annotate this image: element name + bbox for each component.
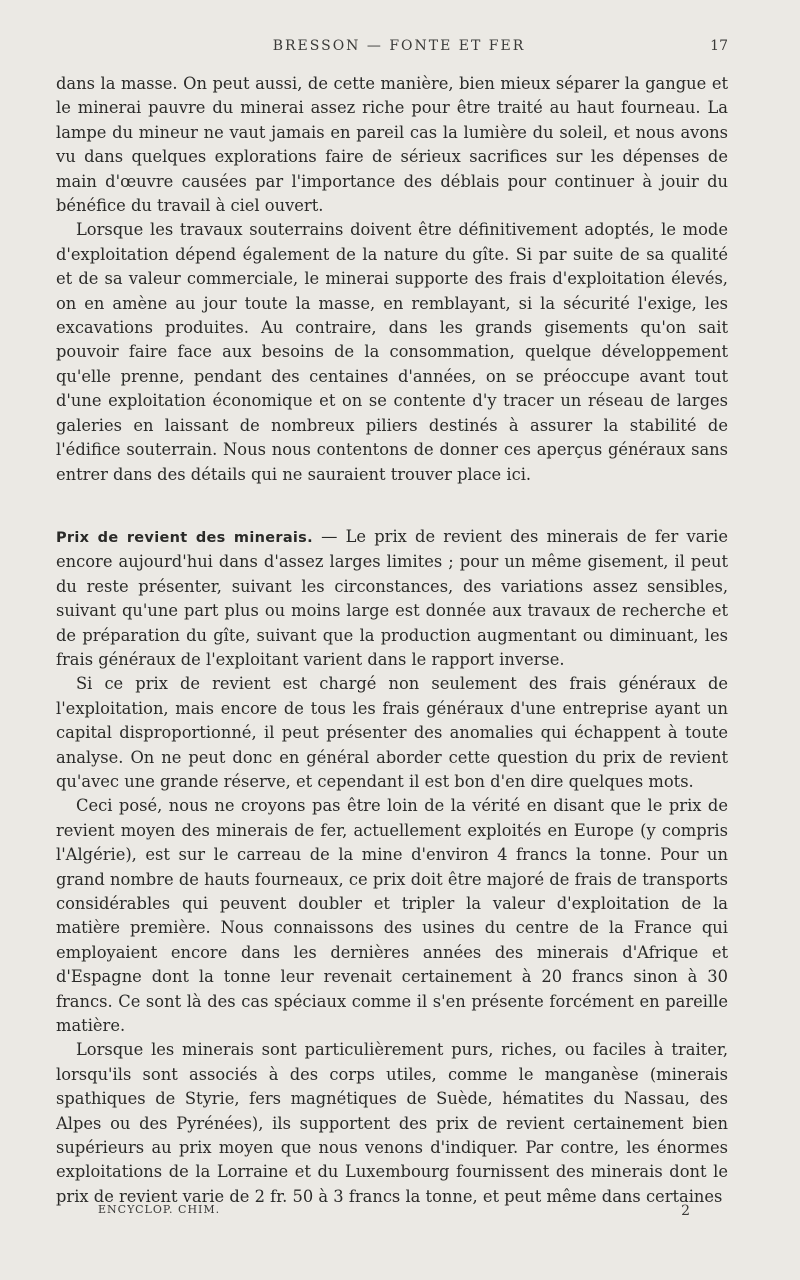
- paragraph-6: Lorsque les minerais sont particulièrement purs, riches, ou faciles à traiter, lorsqu'ils sont associés à des corps utiles, comme le manganèse (minerais spathiques de Styrie, fers magnétiques de Suède, hématites du Nassau, des Alpes ou des Pyrénées), ils supportent des prix de revient certainement bien supérieurs au prix moyen que nous venons d'indiquer. Par contre, les énormes exploitations de la Lorraine et du Luxembourg fournissent des minerais dont le prix de revient varie de 2 fr. 50 à 3 francs la tonne, et peut même dans certaines: [56, 1040, 728, 1206]
- body-text: [56, 72, 728, 1209]
- running-head: BRESSON — FONTE ET FER: [272, 38, 526, 54]
- printer-signature: ENCYCLOP. CHIM.: [98, 1203, 221, 1216]
- section-gap: [56, 487, 728, 525]
- page-footer: [98, 1203, 690, 1223]
- paragraph-4: Si ce prix de revient est chargé non seulement des frais généraux de l'exploitation, mais encore de tous les frais généraux d'une entreprise ayant un capital disproportionné, il peut présenter des anomalies qui échappent à toute analyse. On ne peut donc en général aborder cette question du prix de revient qu'avec une grande réserve, et cependant il est bon d'en dire quelques mots.: [56, 674, 728, 791]
- page-number: 17: [710, 38, 728, 54]
- paragraph-5: Ceci posé, nous ne croyons pas être loin de la vérité en disant que le prix de revient moyen des minerais de fer, actuellement exploités en Europe (y compris l'Algérie), est sur le carreau de la mine d'environ 4 francs la tonne. Pour un grand nombre de hauts fourneaux, ce prix doit être majoré de frais de transports considérables qui peuvent doubler et tripler la valeur d'exploitation de la matière première. Nous connaissons des usines du centre de la France qui employaient encore dans les dernières années des minerais d'Afrique et d'Espagne dont la tonne leur revenait certainement à 20 francs sinon à 30 francs. Ce sont là des cas spéciaux comme il s'en présente forcément en pareille matière.: [56, 796, 728, 1036]
- signature-mark: 2: [681, 1203, 690, 1219]
- section-title: Prix de revient des minerais.: [56, 529, 313, 546]
- paragraph-3: [56, 525, 728, 672]
- page-header: [70, 38, 728, 58]
- paragraph-1: dans la masse. On peut aussi, de cette manière, bien mieux séparer la gangue et le minerai pauvre du minerai assez riche pour être traité au haut fourneau. La lampe du mineur ne vaut jamais en pareil cas la lumière du soleil, et nous avons vu dans quelques explorations faire de sérieux sacrifices sur les dépenses de main d'œuvre causées par l'importance des déblais pour continuer à jouir du bénéfice du travail à ciel ouvert.: [56, 74, 728, 216]
- paragraph-3-text: — Le prix de revient des minerais de fer varie encore aujourd'hui dans d'assez larges limites ; pour un même gisement, il peut du reste présenter, suivant les circonstances, des variations assez sensibles, suivant qu'une part plus ou moins large est donnée aux travaux de recherche et de préparation du gîte, suivant que la production augmentant ou diminuant, les frais généraux de l'exploitant varient dans le rapport inverse.: [56, 526, 729, 669]
- paragraph-2: Lorsque les travaux souterrains doivent être définitivement adoptés, le mode d'exploitation dépend également de la nature du gîte. Si par suite de sa qualité et de sa valeur commerciale, le minerai supporte des frais d'exploitation élevés, on en amène au jour toute la masse, en remblayant, si la sécurité l'exige, les excavations produites. Au contraire, dans les grands gisements qu'on sait pouvoir faire face aux besoins de la consommation, quelque développement qu'elle prenne, pendant des centaines d'années, on se préoccupe avant tout d'une exploitation économique et on se contente d'y tracer un réseau de larges galeries en laissant de nombreux piliers destinés à assurer la stabilité de l'édifice souterrain. Nous nous contentons de donner ces aperçus généraux sans entrer dans des détails qui ne sauraient trouver place ici.: [56, 220, 728, 484]
